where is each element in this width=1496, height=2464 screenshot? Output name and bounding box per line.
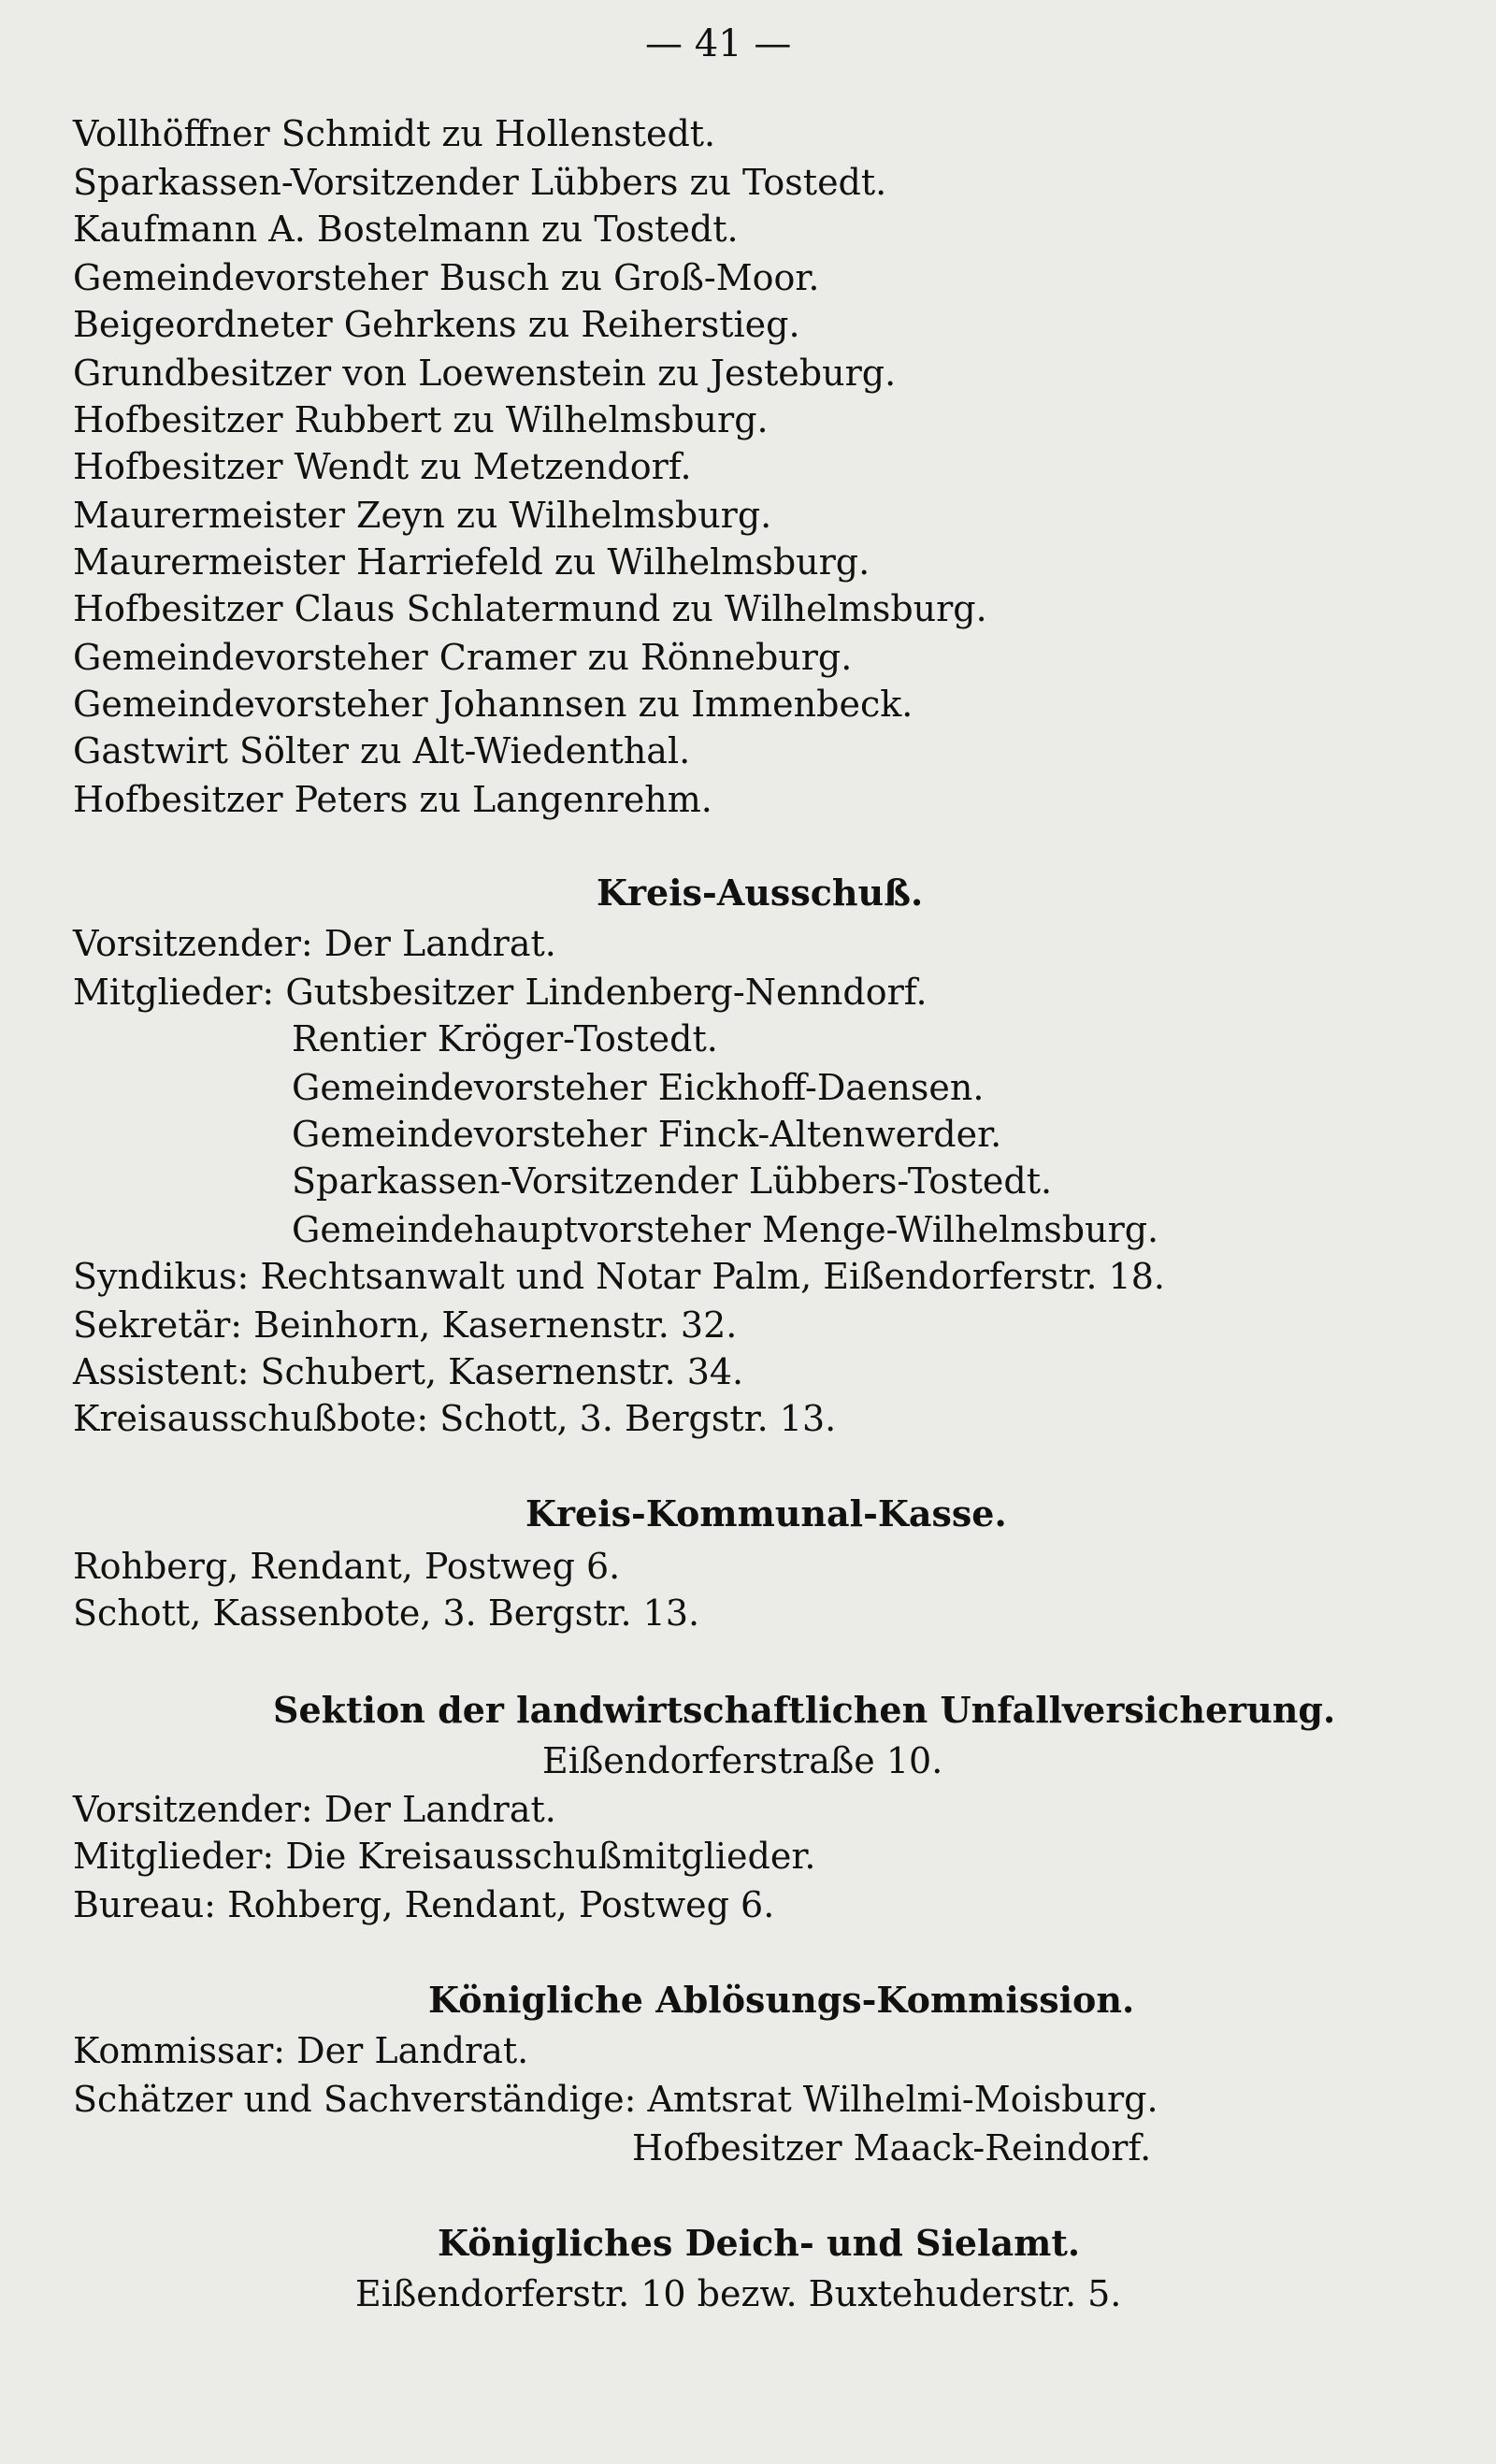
page-number: — 41 — <box>645 22 792 65</box>
member-line: Gemeindevorsteher Johannsen zu Immenbeck. <box>73 684 913 725</box>
ausschuss-line: Rentier Kröger-Tostedt. <box>292 1018 718 1059</box>
section-heading-unfallversicherung: Sektion der landwirtschaftlichen Unfallversicherung. <box>273 1689 1336 1731</box>
ausschuss-line: Sekretär: Beinhorn, Kasernenstr. 32. <box>73 1304 738 1346</box>
member-line: Hofbesitzer Wendt zu Metzendorf. <box>73 446 692 487</box>
member-line: Gemeindevorsteher Cramer zu Rönneburg. <box>73 637 853 678</box>
ausschuss-line: Kreisausschußbote: Schott, 3. Bergstr. 13. <box>73 1398 837 1439</box>
section-heading-deichamt: Königliches Deich- und Sielamt. <box>438 2222 1081 2264</box>
member-line: Gemeindevorsteher Busch zu Groß-Moor. <box>73 257 820 298</box>
member-line: Kaufmann A. Bostelmann zu Tostedt. <box>73 209 739 250</box>
member-line: Hofbesitzer Rubbert zu Wilhelmsburg. <box>73 399 769 440</box>
member-line: Maurermeister Zeyn zu Wilhelmsburg. <box>73 495 772 536</box>
member-line: Gastwirt Sölter zu Alt-Wiedenthal. <box>73 730 691 771</box>
unfall-line: Bureau: Rohberg, Rendant, Postweg 6. <box>73 1884 775 1925</box>
ausschuss-line: Vorsitzender: Der Landrat. <box>73 923 556 964</box>
member-line: Beigeordneter Gehrkens zu Reiherstieg. <box>73 304 800 345</box>
abloesung-line: Hofbesitzer Maack-Reindorf. <box>632 2127 1152 2169</box>
section-heading-kreis-ausschuss: Kreis-Ausschuß. <box>597 872 924 914</box>
ausschuss-line: Gemeindevorsteher Finck-Altenwerder. <box>292 1114 1002 1155</box>
ausschuss-line: Gemeindehauptvorsteher Menge-Wilhelmsburg. <box>292 1209 1159 1250</box>
member-line: Hofbesitzer Claus Schlatermund zu Wilhelmsburg. <box>73 588 987 629</box>
unfall-address: Eißendorferstraße 10. <box>542 1740 943 1781</box>
deichamt-address: Eißendorferstr. 10 bezw. Buxtehuderstr. 5. <box>355 2273 1122 2314</box>
unfall-line: Mitglieder: Die Kreisausschußmitglieder. <box>73 1836 816 1877</box>
ausschuss-line: Assistent: Schubert, Kasernenstr. 34. <box>73 1351 744 1392</box>
section-heading-abloesung: Königliche Ablösungs-Kommission. <box>428 1979 1135 2021</box>
member-line: Maurermeister Harriefeld zu Wilhelmsburg. <box>73 541 870 583</box>
kasse-line: Schott, Kassenbote, 3. Bergstr. 13. <box>73 1592 700 1634</box>
member-line: Sparkassen-Vorsitzender Lübbers zu Tostedt. <box>73 162 887 203</box>
member-line: Hofbesitzer Peters zu Langenrehm. <box>73 779 712 820</box>
section-heading-kommunal-kasse: Kreis-Kommunal-Kasse. <box>525 1492 1007 1535</box>
ausschuss-line: Mitglieder: Gutsbesitzer Lindenberg-Nenndorf. <box>73 972 928 1013</box>
abloesung-line: Kommissar: Der Landrat. <box>73 2030 529 2071</box>
member-line: Grundbesitzer von Loewenstein zu Jesteburg. <box>73 353 897 394</box>
ausschuss-line: Gemeindevorsteher Eickhoff-Daensen. <box>292 1067 985 1108</box>
ausschuss-line: Sparkassen-Vorsitzender Lübbers-Tostedt. <box>292 1160 1053 1202</box>
abloesung-line: Schätzer und Sachverständige: Amtsrat Wilhelmi-Moisburg. <box>73 2079 1158 2120</box>
member-line: Vollhöffner Schmidt zu Hollenstedt. <box>73 113 716 154</box>
ausschuss-line: Syndikus: Rechtsanwalt und Notar Palm, Eißendorferstr. 18. <box>73 1256 1165 1297</box>
kasse-line: Rohberg, Rendant, Postweg 6. <box>73 1546 621 1587</box>
unfall-line: Vorsitzender: Der Landrat. <box>73 1789 556 1830</box>
